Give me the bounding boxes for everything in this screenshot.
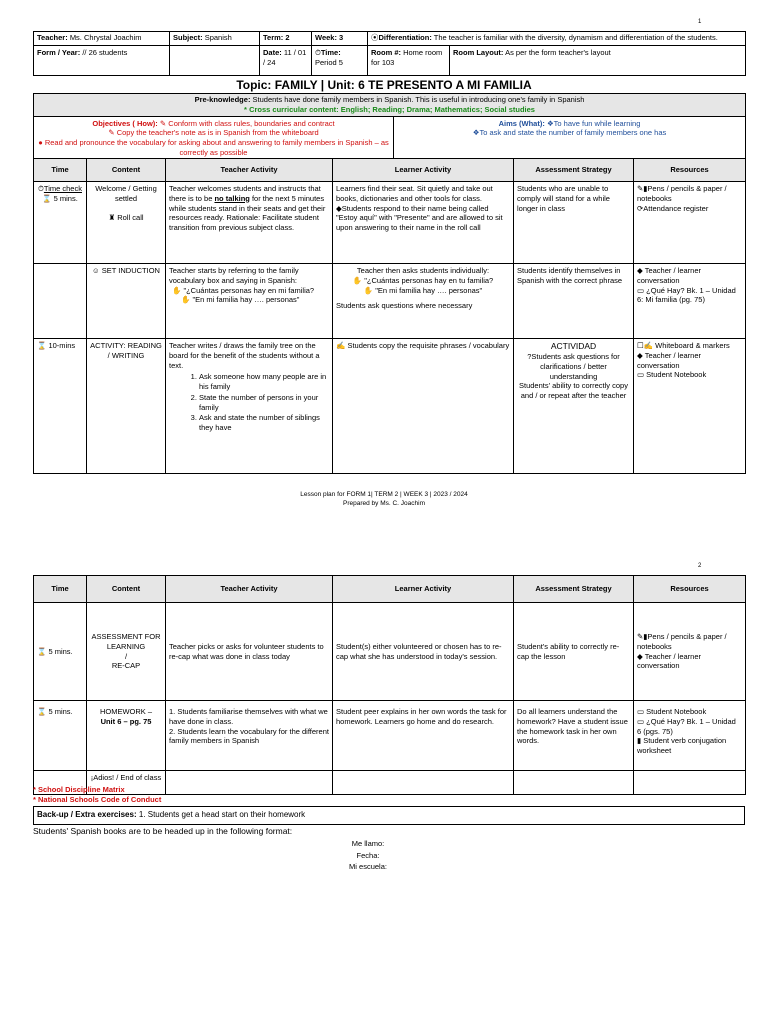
aim-2: To ask and state the number of family members one has [479,128,667,138]
assessment-line: Students ask questions for clarifications / better understanding [531,352,620,381]
resource-line: Pens / pencils & paper / notebooks [637,184,727,203]
pre-knowledge-cell [34,94,746,117]
conversation-icon: ◆ [637,266,645,275]
column-header: Teacher Activity [166,159,333,182]
smile-icon: ☺ [92,266,102,275]
room-value: Home room for 103 [371,48,443,67]
backup-cell [34,807,745,825]
learner-line: Learners find their seat. Sit quietly and take out books, dictionaries and other tools for class. [336,184,493,203]
content-cell [87,264,166,339]
time-cell [312,46,368,76]
time-check: Time check [43,184,82,193]
date-label: Date: [263,48,282,57]
learner-line: "¿Cuántas personas hay en tu familia? [364,275,494,285]
hourglass-icon: ⌛ [37,646,49,656]
format-block [0,838,736,873]
aims-title: Aims (What): [498,118,545,128]
objective-3: Read and pronounce the vocabulary for asking about and answering to family members in Spanish – as correctly as possible [44,138,389,157]
objective-icon: ● [38,138,45,147]
lesson-table-page1 [33,158,746,474]
register-icon: ⟳ [637,203,644,213]
table-row [34,339,746,474]
teacher-activity-cell [166,771,333,795]
no-talking-emphasis: no talking [214,193,250,203]
resources-cell [634,603,746,701]
time-duration: 5 mins. [48,646,73,656]
differentiation-label: Differentiation: [378,33,432,42]
assessment-cell [514,771,634,795]
time-duration: 10-mins [48,341,76,350]
format-line: Mi escuela: [349,862,387,872]
teacher-line: "En mi familia hay …. personas" [192,295,300,305]
learner-line: Students copy the requisite phrases / vocabulary [347,341,510,350]
column-header: Assessment Strategy [514,159,634,182]
assessment-heading: ACTIVIDAD [550,341,597,351]
book-icon: ▭ [637,716,647,726]
list-item: 1. Ask someone how many people are in his family [199,372,329,392]
teacher-activity-cell [166,182,333,264]
writing-icon: ✍ [336,341,348,350]
learner-activity-cell [333,771,514,795]
table-row [34,603,746,701]
conversation-icon: ◆ [637,350,645,360]
differentiation-value: The teacher is familiar with the diversity, dynamism and differentiation of the students. [433,33,718,42]
page-number: 1 [698,19,702,25]
footer-line: Prepared by Ms. C. Joachim [342,499,425,507]
teacher-activity-text: for the next 5 minutes while students stand in their seats and get their resources ready. Rationale: Facilitate student transition from previous subject class. [169,193,326,232]
content-line: / [124,651,128,661]
time-cell [34,701,87,771]
book-icon: ▭ [637,285,647,295]
room-layout-cell [450,46,746,76]
week-cell: Week: 3 [312,32,368,46]
teacher-activity-cell [166,339,333,474]
column-header: Time [34,159,87,182]
term-cell: Term: 2 [260,32,312,46]
resources-cell [634,701,746,771]
content-line: Roll call [117,213,144,223]
column-header: Assessment Strategy [514,576,634,603]
assessment-line: Students' ability to correctly copy and / or repeat after the teacher [519,381,628,401]
objective-icon: ✎ [159,118,169,128]
backup-label: Back-up / Extra exercises: [37,810,137,820]
note-line: * National Schools Code of Conduct [33,794,162,804]
learner-line: Students respond to their name being called "Estoy aquí" with "Presente" and are allowed to sit upon answering to their name in the roll call [336,203,503,232]
differentiation-icon: ⦿ [371,33,379,42]
resources-cell [634,264,746,339]
speech-icon: ✋ [172,285,184,295]
format-line: Fecha: [356,850,380,860]
time-cell [34,603,87,701]
assessment-cell [514,182,634,264]
content-line: SET INDUCTION [101,266,160,275]
aim-icon: ❖ [546,118,554,128]
pencil-icon: ✎▮ [637,184,648,193]
resource-line: ¿Qué Hay? Bk. 1 – Unidad 6 (pgs. 75) [637,716,736,736]
column-header: Learner Activity [333,159,514,182]
worksheet-icon: ▮ [637,736,644,746]
backup-value: 1. Students get a head start on their homework [138,810,306,820]
hourglass-icon: ⌛ [42,193,54,203]
time-cell [34,339,87,474]
column-header: Content [87,159,166,182]
conversation-icon: ◆ [637,651,645,661]
clock-icon: ⏱ [315,48,321,57]
assessment-cell [514,339,634,474]
content-cell [87,701,166,771]
teacher-line: "¿Cuántas personas hay en mi familia? [183,285,315,295]
resource-line: Teacher / learner conversation [637,350,701,370]
assessment-line: Students who are unable to comply will stand for a while longer in class [517,184,610,213]
speech-icon: ✋ [181,295,193,305]
list-item: 2. State the number of persons in your family [199,393,329,413]
time-cell [34,182,87,264]
topic-title: Topic: FAMILY | Unit: 6 TE PRESENTO A MI FAMILIA [236,78,532,92]
subject-label: Subject: [173,33,203,42]
time-cell [34,264,87,339]
resource-line: Student verb conjugation worksheet [637,736,727,755]
note-line: * School Discipline Matrix [33,785,125,794]
table-row [34,182,746,264]
speech-icon: ✋ [352,275,365,285]
teacher-cell [34,32,170,46]
learner-activity-cell: Student peer explains in her own words the task for homework. Learners go home and do research. [333,701,514,771]
content-line: HOMEWORK – [99,707,153,716]
aims-cell [394,116,746,160]
lesson-table-page2 [33,575,746,795]
column-header: Teacher Activity [166,576,333,603]
resource-line: Student Notebook [646,370,707,380]
content-cell [87,603,166,701]
blank-cell [170,46,260,76]
learner-activity-cell [333,264,514,339]
date-cell [260,46,312,76]
clock-icon: ⏱ [38,184,44,193]
content-line: RE-CAP [111,661,141,671]
teacher-line: 2. Students learn the vocabulary for the different family members in Spanish [169,726,329,746]
format-line: Me llamo: [351,839,385,848]
column-header: Resources [634,576,746,603]
teacher-activity-cell: Teacher picks or asks for volunteer students to re-cap what was done in class today [166,603,333,701]
column-header: Time [34,576,87,603]
content-line: ACTIVITY: READING / WRITING [90,341,162,360]
content-cell [87,339,166,474]
column-header: Learner Activity [333,576,514,603]
aim-icon: ❖ [472,128,480,138]
person-icon: ♜ [108,213,118,223]
date-value: 11 / 01 / 24 [263,48,307,67]
content-line: Welcome / Getting settled [95,184,157,203]
objectives-cell [34,116,394,160]
teacher-line: Teacher writes / draws the family tree on the board for the benefit of the students without a text. [169,341,320,370]
objective-2: Copy the teacher's note as is in Spanish from the whiteboard [116,128,319,138]
cross-curricular-value: Cross curricular content: English; Reading; Drama; Mathematics; Social studies [249,104,535,114]
resource-line: Whiteboard & markers [655,341,730,350]
time-value: Period 5 [315,57,343,67]
format-intro: Students' Spanish books are to be headed up in the following format: [33,826,293,836]
pre-knowledge-value: Students have done family members in Spanish. This is useful in introducing one's family in Spanish [252,95,585,104]
resource-line: Student Notebook [646,707,707,716]
form-cell [34,46,170,76]
speaker-icon: ◆ [336,203,342,213]
time-duration: 5 mins. [53,193,78,203]
learner-line: "En mi familia hay …. personas" [375,285,483,295]
resource-line: ¿Qué Hay? Bk. 1 – Unidad 6: Mi familia (pg. 75) [637,285,736,305]
page1-footer [0,491,768,509]
objectives-title: Objectives ( How): [92,118,158,128]
teacher-activity-list [169,372,329,433]
room-layout-value: As per the form teacher's layout [505,48,611,57]
backup-table [33,806,745,825]
learner-line: Teacher then asks students individually: [356,266,490,275]
list-item: 3. Ask and state the number of siblings they have [199,413,329,433]
content-cell: ¡Adios! / End of class [87,771,166,795]
page-number: 2 [698,563,702,569]
cross-curricular-text [244,105,535,114]
resources-cell [634,771,746,795]
speech-icon: ✋ [363,285,376,295]
column-header: Resources [634,159,746,182]
room-layout-label: Room Layout: [453,48,504,57]
assessment-line: Students identify themselves in Spanish with the correct phrase [517,266,623,285]
objective-1: Conform with class rules, boundaries and contract [168,118,335,128]
learner-line: Students ask questions where necessary [336,301,473,311]
resource-line: Teacher / learner conversation [637,266,701,285]
room-cell [368,46,450,76]
resource-line: Pens / pencils & paper / notebooks [637,632,727,651]
lesson-header-table [33,31,746,76]
time-duration: 5 mins. [48,707,73,716]
footer-line: Lesson plan for FORM 1| TERM 2 | WEEK 3 | 2023 / 2024 [300,491,468,498]
content-line: Unit 6 – pg. 75 [100,716,152,726]
book-icon: ▭ [637,370,647,380]
hourglass-icon: ⌛ [37,707,49,716]
time-label: Time: [320,48,341,57]
form-label: Form / Year: [37,48,81,57]
learner-activity-cell [333,339,514,474]
teacher-activity-cell [166,264,333,339]
differentiation-cell [368,32,746,46]
assessment-cell: Do all learners understand the homework? Have a student issue the homework task in her own words. [514,701,634,771]
book-icon: ▭ [637,707,647,716]
aim-1: To have fun while learning [553,118,641,128]
table-row [34,701,746,771]
discipline-notes [33,785,161,805]
learner-activity-cell [333,182,514,264]
subject-value: Spanish [204,33,232,42]
resource-line: Teacher / learner conversation [637,651,701,671]
whiteboard-icon: ☐✍ [637,341,656,350]
content-cell [87,182,166,264]
form-value: // 26 students [82,48,128,57]
hourglass-icon: ⌛ [37,341,49,350]
table-row [34,264,746,339]
pre-knowledge-label: Pre-knowledge: [194,95,251,104]
room-label: Room #: [371,48,401,57]
teacher-line: Teacher starts by referring to the family vocabulary box and saying in Spanish: [169,266,299,285]
teacher-line: 1. Students familiarise themselves with what we have done in class. [169,707,328,726]
assessment-cell: Student's ability to correctly re-cap the lesson [514,603,634,701]
teacher-activity-cell [166,701,333,771]
assessment-cell [514,264,634,339]
question-icon: ? [527,352,532,362]
resources-cell [634,339,746,474]
resources-cell [634,182,746,264]
subject-cell [170,32,260,46]
teacher-label: Teacher: [37,33,68,42]
pencil-icon: ✎▮ [637,632,648,641]
objectives-table [33,93,746,161]
teacher-activity-text: Teacher welcomes students and instructs that there is to be [169,184,321,203]
content-line: ASSESSMENT FOR LEARNING [91,632,161,651]
column-header: Content [87,576,166,603]
teacher-value: Ms. Chrystal Joachim [69,33,142,42]
resource-line: Attendance register [643,203,709,213]
star-icon: * [244,104,250,114]
learner-activity-cell: Student(s) either volunteered or chosen has to re-cap what she has understood in today's session. [333,603,514,701]
objective-icon: ✎ [108,128,117,138]
